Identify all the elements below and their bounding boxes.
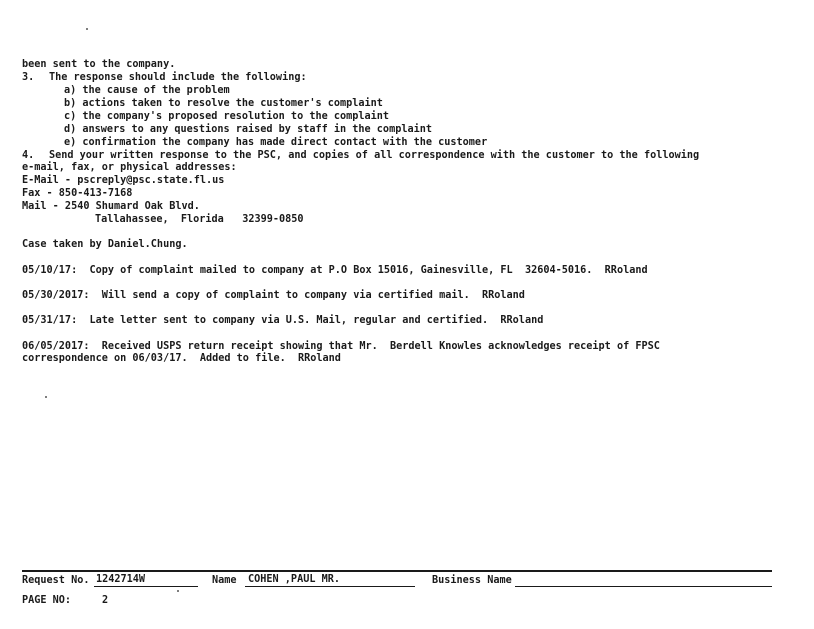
footer-top-rule [22, 570, 772, 572]
sub-item-c: c) the company's proposed resolution to the complaint [64, 111, 390, 122]
log-entry: 05/31/17: Late letter sent to company via U.S. Mail, regular and certified. RRoland [22, 315, 544, 326]
scan-speck [45, 396, 47, 398]
page-number-label: PAGE NO: [22, 595, 72, 606]
sub-item-a: a) the cause of the problem [64, 85, 230, 96]
name-value: COHEN ,PAUL MR. [248, 574, 341, 585]
business-name-label: Business Name [432, 575, 512, 586]
mail-address: Mail - 2540 Shumard Oak Blvd. [22, 201, 200, 212]
item-text: Send your written response to the PSC, and copies of all correspondence with the customer to the following [49, 150, 700, 161]
request-number-value: 1242714W [96, 574, 146, 585]
fax-number: Fax - 850-413-7168 [22, 188, 133, 199]
name-underline [245, 586, 415, 587]
item-text-continued: e-mail, fax, or physical addresses: [22, 162, 237, 173]
log-entry: 05/30/2017: Will send a copy of complaint to company via certified mail. RRoland [22, 290, 525, 301]
sub-item-b: b) actions taken to resolve the customer's complaint [64, 98, 383, 109]
log-entry: 05/10/17: Copy of complaint mailed to company at P.O Box 15016, Gainesville, FL 32604-5016. RRoland [22, 265, 648, 276]
email-address: E-Mail - pscreply@psc.state.fl.us [22, 175, 225, 186]
page-number-value: 2 [102, 595, 109, 606]
item-number: 3. [22, 72, 35, 83]
business-name-underline [515, 586, 772, 587]
scan-speck [86, 28, 88, 30]
name-label: Name [212, 575, 237, 586]
item-text: The response should include the following: [49, 72, 307, 83]
log-entry: 06/05/2017: Received USPS return receipt showing that Mr. Berdell Knowles acknowledges receipt of FPSC [22, 341, 660, 352]
body-line: been sent to the company. [22, 59, 176, 70]
mail-city: Tallahassee, Florida 32399-0850 [95, 214, 304, 225]
request-number-label: Request No. [22, 575, 90, 586]
scan-speck [177, 590, 179, 592]
log-entry-continued: correspondence on 06/03/17. Added to file. RRoland [22, 353, 341, 364]
sub-item-d: d) answers to any questions raised by staff in the complaint [64, 124, 433, 135]
sub-item-e: e) confirmation the company has made direct contact with the customer [64, 137, 488, 148]
item-number: 4. [22, 150, 35, 161]
request-underline [94, 586, 198, 587]
case-taken-note: Case taken by Daniel.Chung. [22, 239, 188, 250]
